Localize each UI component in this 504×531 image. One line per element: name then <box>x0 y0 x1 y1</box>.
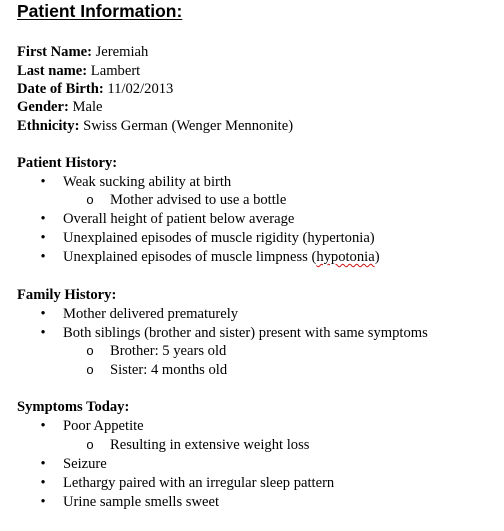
list-item <box>40 474 335 492</box>
list-item-text: Both siblings (brother and sister) present with same symptoms <box>63 325 428 341</box>
last-name-value: Lambert <box>90 63 141 79</box>
list-item-text: Overall height of patient below average <box>63 211 295 227</box>
ethnicity-field <box>17 117 293 135</box>
list-item-text: Urine sample smells sweet <box>63 494 220 510</box>
symptoms-today-heading: Symptoms Today: <box>17 399 130 415</box>
bullet-icon: • <box>40 418 46 434</box>
family-history-heading: Family History: <box>17 287 117 303</box>
dob-value: 11/02/2013 <box>107 81 174 97</box>
bullet-icon: • <box>40 174 46 190</box>
gender-value: Male <box>72 99 103 115</box>
bullet-icon: • <box>40 306 46 322</box>
bullet-icon: • <box>40 249 46 265</box>
list-item-text: Weak sucking ability at birth <box>63 174 232 190</box>
sub-list-item <box>86 436 310 454</box>
list-item-text: Mother delivered prematurely <box>63 306 239 322</box>
last-name-field <box>17 62 140 80</box>
list-item <box>40 173 232 191</box>
document-page <box>17 0 499 531</box>
ethnicity-value: Swiss German (Wenger Mennonite) <box>83 118 294 134</box>
page-title: Patient Information: <box>17 1 183 21</box>
list-item <box>40 305 239 323</box>
sub-list-item <box>86 191 287 209</box>
ethnicity-label: Ethnicity: <box>17 118 80 134</box>
dob-field <box>17 80 173 98</box>
bullet-icon: • <box>40 211 46 227</box>
circle-bullet-icon: o <box>86 343 94 358</box>
list-item-text: Brother: 5 years old <box>110 343 227 359</box>
sub-list-item <box>86 361 228 379</box>
gender-label: Gender: <box>17 99 69 115</box>
first-name-field <box>17 43 148 61</box>
list-item-text: Unexplained episodes of muscle rigidity (hypertonia) <box>63 230 375 246</box>
bullet-icon: • <box>40 325 46 341</box>
bullet-icon: • <box>40 456 46 472</box>
list-item <box>40 229 375 247</box>
list-item-text: Unexplained episodes of muscle limpness ( <box>63 249 317 265</box>
list-item-text: Mother advised to use a bottle <box>110 192 287 208</box>
spellcheck-word: hypotonia <box>316 249 375 265</box>
sub-list-item <box>86 342 227 360</box>
list-item <box>40 417 144 435</box>
bullet-icon: • <box>40 230 46 246</box>
patient-history-heading: Patient History: <box>17 155 118 171</box>
dob-label: Date of Birth: <box>17 81 104 97</box>
list-item <box>40 210 295 228</box>
list-item-text: Resulting in extensive weight loss <box>110 437 310 453</box>
list-item-text: Seizure <box>63 456 107 472</box>
list-item <box>40 324 428 342</box>
list-item <box>40 455 107 473</box>
last-name-label: Last name: <box>17 63 88 79</box>
list-item-text: Lethargy paired with an irregular sleep pattern <box>63 475 335 491</box>
bullet-icon: • <box>40 494 46 510</box>
bullet-icon: • <box>40 475 46 491</box>
list-item <box>40 493 220 511</box>
circle-bullet-icon: o <box>86 362 94 377</box>
list-item-text: Sister: 4 months old <box>110 362 228 378</box>
circle-bullet-icon: o <box>86 192 94 207</box>
list-item-text: ) <box>374 249 380 265</box>
list-item <box>40 248 380 266</box>
first-name-label: First Name: <box>17 44 92 60</box>
gender-field <box>17 98 103 116</box>
circle-bullet-icon: o <box>86 437 94 452</box>
first-name-value: Jeremiah <box>95 44 149 60</box>
list-item-text: Poor Appetite <box>63 418 144 434</box>
